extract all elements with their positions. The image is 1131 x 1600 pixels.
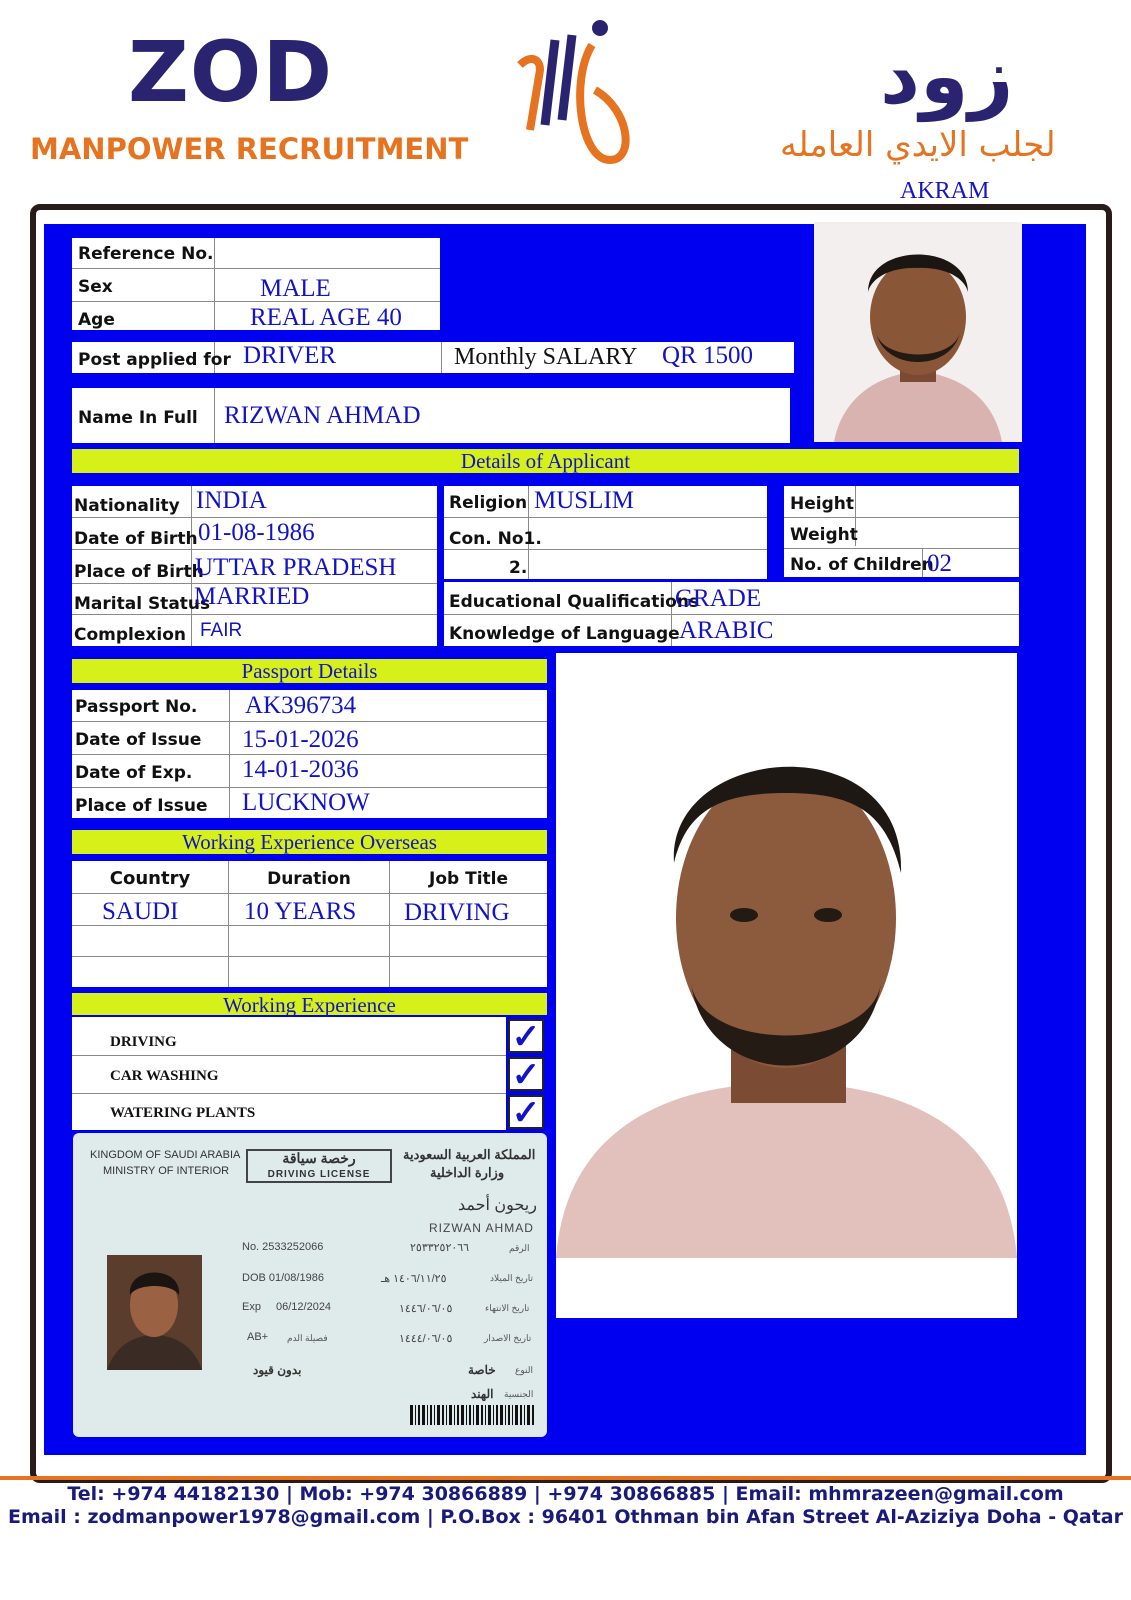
age-label: Age [78,310,115,330]
col-job: Job Title [429,869,508,889]
post-label: Post applied for [78,350,231,370]
dob-value: 01-08-1986 [198,519,315,546]
passport-issue-value: 15-01-2026 [242,726,359,753]
license-dob-ar: ١٤٠٦/١١/٢٥ هـ [381,1273,447,1285]
details-title: Details of Applicant [72,449,1019,473]
license-exp: 06/12/2024 [276,1301,332,1313]
brand-tagline: MANPOWER RECRUITMENT [30,132,469,166]
marital-value: MARRIED [194,583,310,610]
brand-logo-icon [500,10,640,180]
overseas-title: Working Experience Overseas [72,830,547,854]
license-kingdom: KINGDOM OF SAUDI ARABIA [90,1149,241,1161]
name-value: RIZWAN AHMAD [224,402,421,429]
license-title: DRIVING LICENSE [267,1169,371,1180]
religion-value: MUSLIM [534,487,635,514]
salary-label: Monthly SALARY [454,344,638,370]
language-value: ARABIC [679,617,774,644]
license-type-ar: خاصة [468,1363,496,1377]
dob-label: Date of Birth [74,529,198,549]
passport-exp-value: 14-01-2036 [242,756,359,783]
footer-contact-line2: Email : zodmanpower1978@gmail.com | P.O.Box : 96401 Othman bin Afan Street Al-Aziziya Doha - Qatar [8,1506,1123,1528]
footer-divider [0,1476,1131,1480]
experience-item: WATERING PLANTS [110,1105,256,1121]
con1-label: Con. No1. [449,529,542,549]
applicant-photo-small [814,222,1022,442]
passport-no-label: Passport No. [75,697,198,717]
passport-exp-label: Date of Exp. [75,763,193,783]
driving-license-card [73,1133,547,1437]
age-value: REAL AGE 40 [250,304,402,331]
overseas-country: SAUDI [102,898,179,925]
children-label: No. of Children [790,555,934,575]
marital-label: Marital Status [74,594,211,614]
license-name: RIZWAN AHMAD [429,1221,534,1235]
overseas-job: DRIVING [404,899,510,926]
license-nationality-ar: الهند [471,1387,494,1401]
passport-no-value: AK396734 [245,692,357,719]
license-blood-label-ar: فصيلة الدم [287,1333,328,1343]
agent-name: AKRAM [900,178,990,204]
license-blood: AB+ [247,1331,269,1343]
check-icon: ✓ [508,1095,544,1129]
license-exp-label: Exp [242,1301,261,1313]
post-value: DRIVER [243,342,337,369]
license-issue-label-ar: تاريخ الاصدار [484,1333,532,1343]
license-exp-ar: ١٤٤٦/٠٦/٠٥ [399,1303,453,1315]
brand-tagline-arabic: لجلب الايدي العامله [780,125,1056,165]
license-nationality-label-ar: الجنسية [504,1389,534,1399]
license-kingdom-ar: المملكة العربية السعودية [403,1147,536,1162]
license-ministry-ar: وزارة الداخلية [430,1165,505,1180]
brand-logo-text: ZOD [128,23,334,121]
religion-label: Religion [449,493,528,513]
passport-title: Passport Details [72,659,547,683]
license-no-label-ar: الرقم [509,1243,530,1253]
col-duration: Duration [267,869,351,889]
license-type-label-ar: النوع [515,1365,533,1375]
children-value: 02 [927,550,952,577]
weight-label: Weight [790,525,858,545]
license-no-ar: ٢٥٣٣٢٥٢٠٦٦ [410,1242,470,1254]
nationality-label: Nationality [74,496,180,516]
license-exp-label-ar: تاريخ الانتهاء [485,1303,530,1313]
license-restrictions-ar: بدون قيود [253,1363,302,1377]
height-label: Height [790,494,854,514]
check-icon: ✓ [508,1057,544,1091]
passport-place-value: LUCKNOW [242,789,370,816]
experience-item: DRIVING [110,1034,177,1050]
license-dob: DOB 01/08/1986 [242,1272,324,1284]
passport-issue-label: Date of Issue [75,730,202,750]
license-name-ar: ريحون أحمد [458,1197,537,1214]
license-no: No. 2533252066 [242,1241,324,1253]
pob-value: UTTAR PRADESH [195,554,397,581]
license-ministry: MINISTRY OF INTERIOR [103,1165,230,1177]
language-label: Knowledge of Language [449,624,680,644]
education-label: Educational Qualifications [449,592,700,612]
sex-label: Sex [78,277,113,297]
passport-place-label: Place of Issue [75,796,208,816]
brand-logo-arabic: زود [880,32,1014,122]
education-value: GRADE [675,585,762,612]
barcode-icon [410,1405,536,1425]
applicant-photo-large [556,653,1017,1318]
overseas-duration: 10 YEARS [244,898,357,925]
con2-label: 2. [509,558,528,578]
license-issue-ar: ١٤٤٤/٠٦/٠٥ [399,1333,453,1345]
license-title-ar: رخصة سياقة [282,1150,356,1166]
sex-value: MALE [260,275,331,302]
nationality-value: INDIA [196,487,267,514]
complexion-label: Complexion [74,625,186,645]
complexion-value: FAIR [200,620,243,641]
col-country: Country [109,868,191,889]
salary-value: QR 1500 [662,342,753,369]
pob-label: Place of Birth [74,562,204,582]
ref-label: Reference No. [78,244,214,264]
license-photo [107,1255,202,1370]
experience-item: CAR WASHING [110,1068,219,1084]
license-dob-label-ar: تاريخ الميلاد [490,1273,533,1283]
check-icon: ✓ [508,1019,544,1053]
footer-contact-line1: Tel: +974 44182130 | Mob: +974 30866889 | +974 30866885 | Email: mhmrazeen@gmail.com [67,1483,1064,1505]
experience-title: Working Experience [72,993,547,1015]
name-label: Name In Full [78,408,198,428]
